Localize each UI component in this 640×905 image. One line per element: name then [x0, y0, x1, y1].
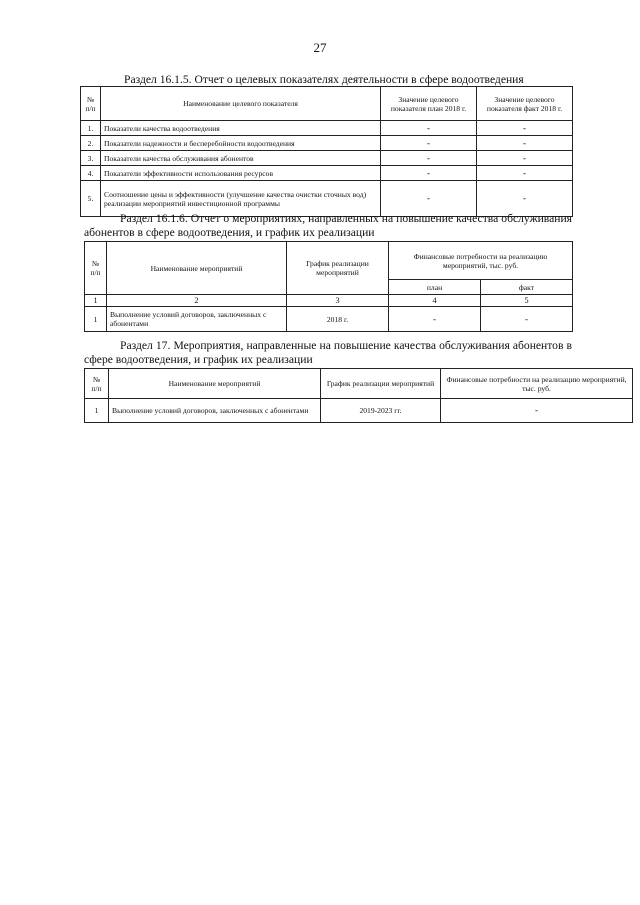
row-fact: - — [477, 136, 573, 151]
row-name: Выполнение условий договоров, заключенных с абонентами — [107, 307, 287, 332]
header-measure-name: Наименование мероприятий — [107, 242, 287, 295]
section-16-1-6-title: Раздел 16.1.6. Отчет о мероприятиях, направленных на повышение качества обслуживания абонентов в сфере водоотведения, и график их реализации — [84, 212, 572, 239]
header-fact: факт — [481, 280, 573, 295]
table-row — [85, 399, 633, 423]
page-number: 27 — [313, 40, 327, 55]
column-number: 4 — [389, 295, 481, 307]
table-row — [81, 166, 573, 181]
header-indicator-name: Наименование целевого показателя — [101, 87, 381, 121]
row-name: Показатели надежности и бесперебойности водоотведения — [101, 136, 381, 151]
table-row — [81, 136, 573, 151]
column-number: 2 — [107, 295, 287, 307]
row-schedule: 2018 г. — [287, 307, 389, 332]
row-num: 1 — [85, 307, 107, 332]
row-plan: - — [381, 121, 477, 136]
header-num: № п/п — [85, 369, 109, 399]
table-row — [85, 307, 573, 332]
row-fact: - — [477, 121, 573, 136]
table-row — [81, 121, 573, 136]
header-plan-value: Значение целевого показателя план 2018 г. — [381, 87, 477, 121]
header-finance: Финансовые потребности на реализацию мероприятий, тыс. руб. — [389, 242, 573, 280]
row-name: Выполнение условий договоров, заключенных с абонентами — [109, 399, 321, 423]
row-fact: - — [477, 181, 573, 217]
header-fact-value: Значение целевого показателя факт 2018 г. — [477, 87, 573, 121]
row-name: Соотношение цены и эффективности (улучшение качества очистки сточных вод) реализации мероприятий инвестиционной программы — [101, 181, 381, 217]
column-number: 1 — [85, 295, 107, 307]
header-finance: Финансовые потребности на реализацию мероприятий, тыс. руб. — [441, 369, 633, 399]
service-measures-report-table — [84, 241, 573, 332]
header-schedule: График реализации мероприятий — [287, 242, 389, 295]
row-fact: - — [477, 151, 573, 166]
row-name: Показатели качества водоотведения — [101, 121, 381, 136]
row-num: 5. — [81, 181, 101, 217]
section-16-1-5-title: Раздел 16.1.5. Отчет о целевых показателях деятельности в сфере водоотведения — [124, 73, 524, 86]
table-header-row — [85, 242, 573, 280]
row-plan: - — [381, 151, 477, 166]
row-plan: - — [381, 181, 477, 217]
row-fact: - — [481, 307, 573, 332]
table-header-row — [81, 87, 573, 121]
row-schedule: 2019-2023 гг. — [321, 399, 441, 423]
row-name: Показатели качества обслуживания абонентов — [101, 151, 381, 166]
row-plan: - — [381, 136, 477, 151]
header-plan: план — [389, 280, 481, 295]
header-num: № п/п — [85, 242, 107, 295]
column-number: 3 — [287, 295, 389, 307]
service-measures-plan-table — [84, 368, 633, 423]
column-numbering-row — [85, 295, 573, 307]
column-number: 5 — [481, 295, 573, 307]
header-measure-name: Наименование мероприятий — [109, 369, 321, 399]
row-fact: - — [477, 166, 573, 181]
target-indicators-table — [80, 86, 573, 217]
row-num: 2. — [81, 136, 101, 151]
section-17-title: Раздел 17. Мероприятия, направленные на повышение качества обслуживания абонентов в сфере водоотведения, и график их реализации — [84, 339, 572, 366]
header-schedule: График реализации мероприятий — [321, 369, 441, 399]
row-num: 3. — [81, 151, 101, 166]
row-plan: - — [389, 307, 481, 332]
row-num: 1. — [81, 121, 101, 136]
row-plan: - — [381, 166, 477, 181]
row-num: 4. — [81, 166, 101, 181]
row-finance: - — [441, 399, 633, 423]
row-name: Показатели эффективности использования ресурсов — [101, 166, 381, 181]
table-header-row — [85, 369, 633, 399]
header-num: № п/п — [81, 87, 101, 121]
table-row — [81, 151, 573, 166]
row-num: 1 — [85, 399, 109, 423]
